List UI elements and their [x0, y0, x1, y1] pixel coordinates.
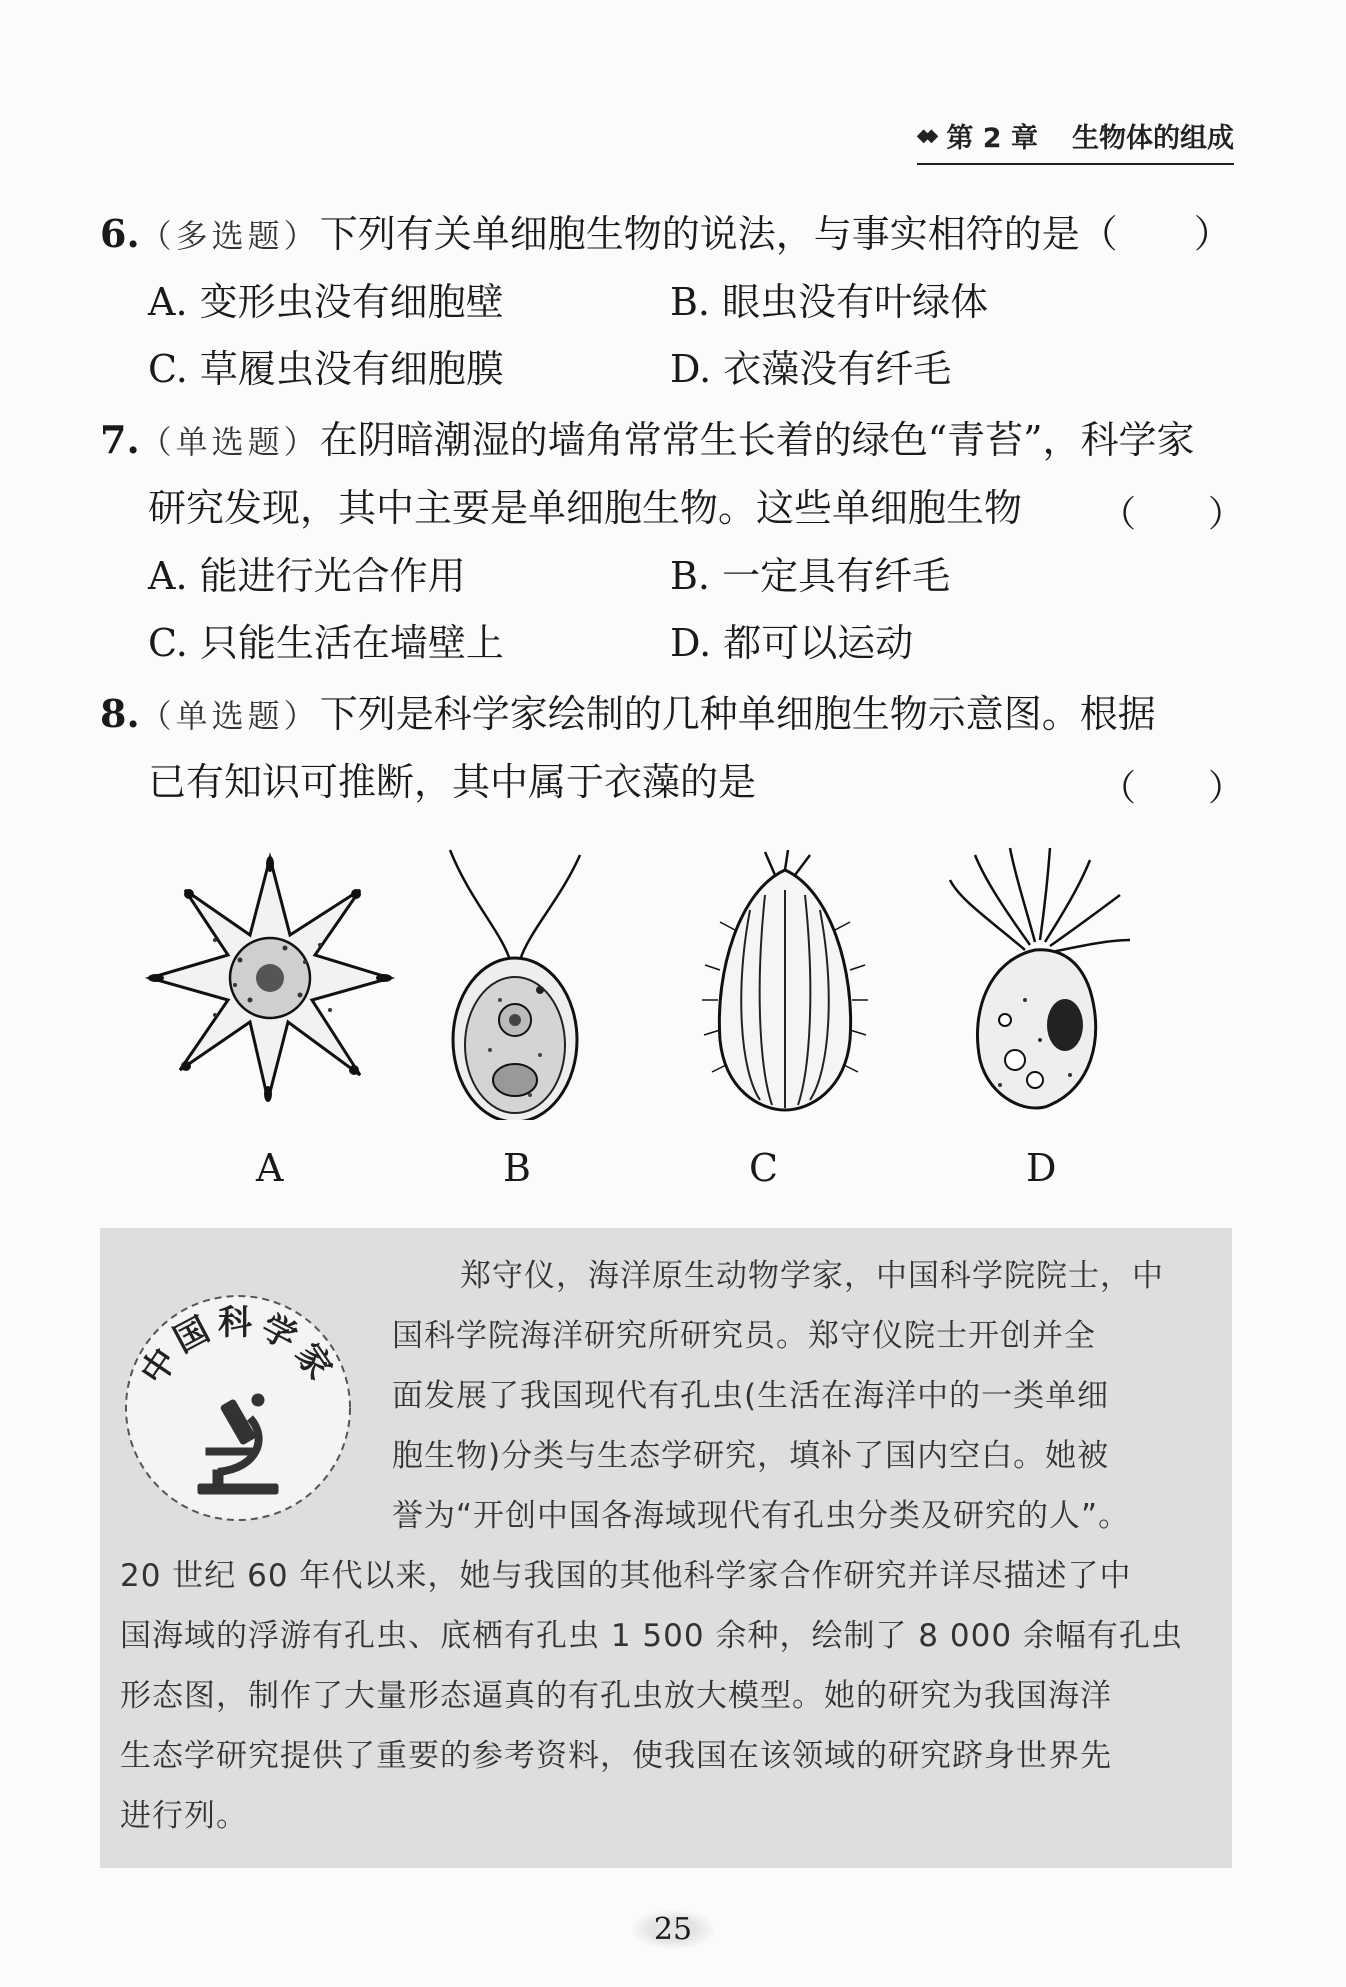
chapter-header: [917, 116, 1234, 165]
figure-label-c: C: [749, 1146, 779, 1190]
option-7c[interactable]: C. 只能生活在墙壁上: [148, 621, 504, 665]
infobox-line-10: 进行列。: [120, 1798, 248, 1834]
answer-bracket-8[interactable]: （ ）: [1100, 768, 1245, 809]
option-6c[interactable]: C. 草履虫没有细胞膜: [148, 347, 504, 391]
page-number: 25: [0, 1910, 1346, 1949]
chapter-number: 第 2 章: [946, 123, 1038, 154]
option-7d[interactable]: D. 都可以运动: [670, 621, 914, 665]
option-7b[interactable]: B. 一定具有纤毛: [670, 554, 951, 598]
question-6-stem: 6.（多选题）下列有关单细胞生物的说法，与事实相符的是（ ）: [100, 211, 1232, 256]
scientist-infobox: [100, 1228, 1232, 1868]
question-8-stem-line2: 已有知识可推断，其中属于衣藻的是: [148, 760, 757, 804]
option-7a[interactable]: A. 能进行光合作用: [148, 554, 466, 598]
chinese-scientist-seal: [118, 1288, 358, 1528]
figure-label-d: D: [1026, 1146, 1057, 1190]
organism-figures: [0, 840, 1346, 1200]
option-6a[interactable]: A. 变形虫没有细胞壁: [148, 280, 504, 324]
question-7-stem-line1: 7.（单选题）在阴暗潮湿的墙角常常生长着的绿色“青苔”，科学家: [100, 417, 1195, 462]
figure-d-ciliate[interactable]: [930, 840, 1140, 1120]
infobox-line-6: 20 世纪 60 年代以来，她与我国的其他科学家合作研究并详尽描述了中: [120, 1558, 1132, 1594]
figure-b-chlamydomonas[interactable]: [430, 840, 600, 1120]
infobox-line-2: 国科学院海洋研究所研究员。郑守仪院士开创并全: [392, 1318, 1096, 1354]
figure-a-radiolarian[interactable]: [140, 850, 400, 1110]
figure-label-a: A: [256, 1146, 284, 1190]
infobox-line-9: 生态学研究提供了重要的参考资料，使我国在该领域的研究跻身世界先: [120, 1738, 1112, 1774]
diamond-icon: ◆◆: [916, 125, 933, 146]
infobox-line-4: 胞生物)分类与生态学研究，填补了国内空白。她被: [392, 1438, 1110, 1474]
answer-bracket-7[interactable]: （ ）: [1100, 494, 1245, 535]
infobox-line-5: 誉为“开创中国各海域现代有孔虫分类及研究的人”。: [392, 1498, 1131, 1534]
figure-c-ciliate[interactable]: [680, 850, 890, 1120]
option-6d[interactable]: D. 衣藻没有纤毛: [670, 347, 952, 391]
figure-label-b: B: [503, 1146, 531, 1190]
question-7-stem-line2: 研究发现，其中主要是单细胞生物。这些单细胞生物: [148, 486, 1023, 530]
infobox-line-7: 国海域的浮游有孔虫、底栖有孔虫 1 500 余种，绘制了 8 000 余幅有孔虫: [120, 1618, 1183, 1654]
option-6b[interactable]: B. 眼虫没有叶绿体: [670, 280, 989, 324]
infobox-line-1: 郑守仪，海洋原生动物学家，中国科学院院士，中: [460, 1258, 1164, 1294]
seal-text: 中国科学家: [133, 1303, 343, 1392]
chapter-title: 生物体的组成: [1072, 123, 1234, 154]
infobox-line-3: 面发展了我国现代有孔虫(生活在海洋中的一类单细: [392, 1378, 1110, 1414]
infobox-line-8: 形态图，制作了大量形态逼真的有孔虫放大模型。她的研究为我国海洋: [120, 1678, 1112, 1714]
question-8-stem-line1: 8.（单选题）下列是科学家绘制的几种单细胞生物示意图。根据: [100, 691, 1156, 736]
